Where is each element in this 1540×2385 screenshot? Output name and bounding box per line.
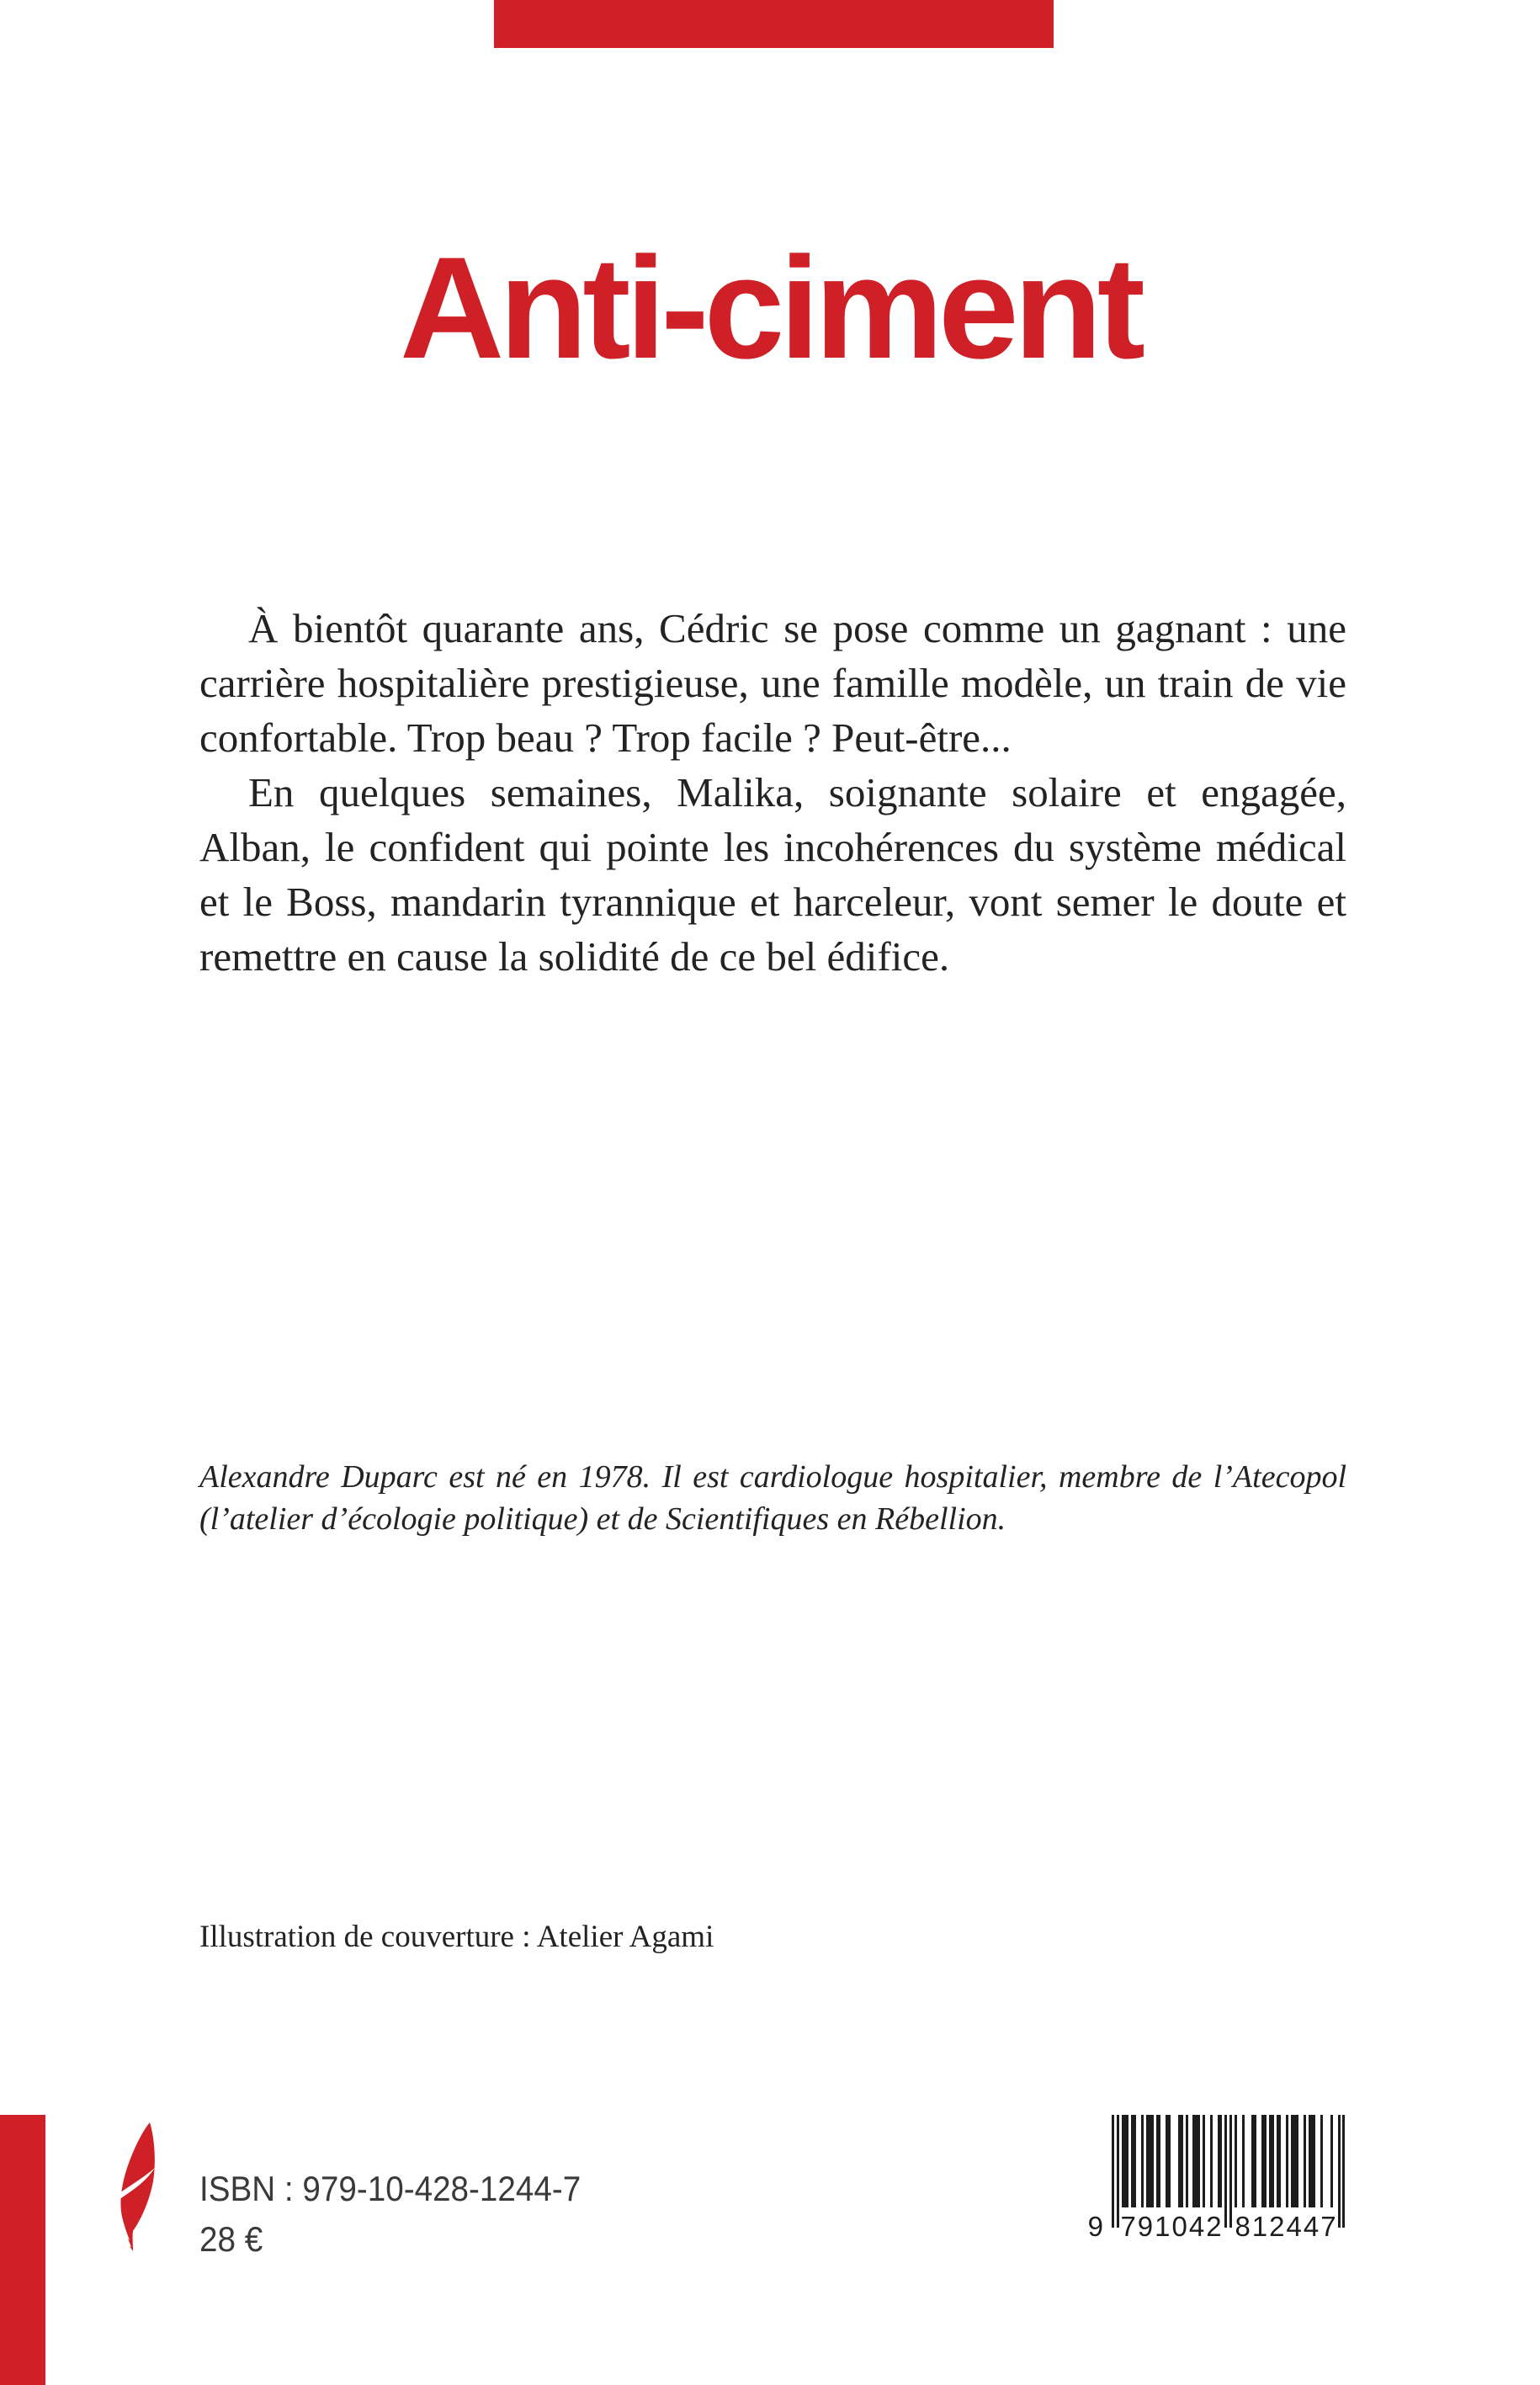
barcode-bar (1156, 2115, 1161, 2207)
barcode-bar (1309, 2115, 1316, 2207)
synopsis (199, 601, 1346, 984)
barcode-bar (1277, 2115, 1282, 2207)
barcode-bar (1269, 2115, 1274, 2207)
barcode-bar (1235, 2115, 1237, 2207)
barcode-guard-bar (1229, 2115, 1232, 2228)
barcode-guard-bar (1112, 2115, 1114, 2228)
barcode-bar (1203, 2115, 1205, 2207)
book-title: Anti-ciment (400, 227, 1140, 390)
barcode-bar (1251, 2115, 1256, 2207)
barcode-guard-bar (1338, 2115, 1341, 2228)
bottom-left-band (0, 2115, 45, 2385)
price-text: 28 € (199, 2219, 263, 2259)
author-bio: Alexandre Duparc est né en 1978. Il est cardiologue hospitalier, membre de l’Atecopol (l’atelier d’écologie politique) et de Scientifiques en Rébellion. (199, 1459, 1346, 1537)
barcode-digits-left: 791042 (1120, 2211, 1224, 2242)
barcode-bar (1166, 2115, 1171, 2207)
barcode-bar (1210, 2115, 1213, 2207)
barcode-bar (1291, 2115, 1298, 2207)
barcode-bar (1178, 2115, 1183, 2207)
barcode-bar (1261, 2115, 1267, 2207)
synopsis-paragraph-2: En quelques semaines, Malika, soignante solaire et engagée, Alban, le confident qui pointe les incohérences du système médical et le Boss, mandarin tyrannique et harceleur, vont semer le doute et remettre en cause la solidité de ce bel édifice. (199, 769, 1346, 980)
barcode-bar (1286, 2115, 1288, 2207)
barcode-bar (1146, 2115, 1154, 2207)
barcode-bar (1141, 2115, 1144, 2207)
barcode-bar (1186, 2115, 1188, 2207)
barcode-bar (1218, 2115, 1223, 2207)
ean13-barcode (1087, 2115, 1346, 2250)
isbn-price-block (199, 2164, 581, 2265)
barcode-digit-lead: 9 (1087, 2211, 1103, 2242)
barcode-bar (1192, 2115, 1200, 2207)
barcode-guard-bar (1342, 2115, 1345, 2228)
top-spine-band (494, 0, 1054, 48)
isbn-text: ISBN : 979-10-428-1244-7 (199, 2169, 581, 2208)
barcode-digits-right: 812447 (1235, 2211, 1338, 2242)
barcode-bar (1242, 2115, 1245, 2207)
feather-icon (111, 2121, 163, 2251)
barcode-bar (1320, 2115, 1323, 2207)
illustration-credit: Illustration de couverture : Atelier Agami (199, 1920, 714, 1954)
barcode-bar (1131, 2115, 1136, 2207)
barcode-bar (1122, 2115, 1129, 2207)
synopsis-paragraph-1: À bientôt quarante ans, Cédric se pose comme un gagnant : une carrière hospitalière prestigieuse, une famille modèle, un train de vie confortable. Trop beau ? Trop facile ? Peut-être... (199, 605, 1346, 761)
barcode-guard-bar (1224, 2115, 1227, 2228)
barcode-guard-bar (1117, 2115, 1119, 2228)
barcode-bar (1330, 2115, 1333, 2207)
barcode-bar (1304, 2115, 1306, 2207)
